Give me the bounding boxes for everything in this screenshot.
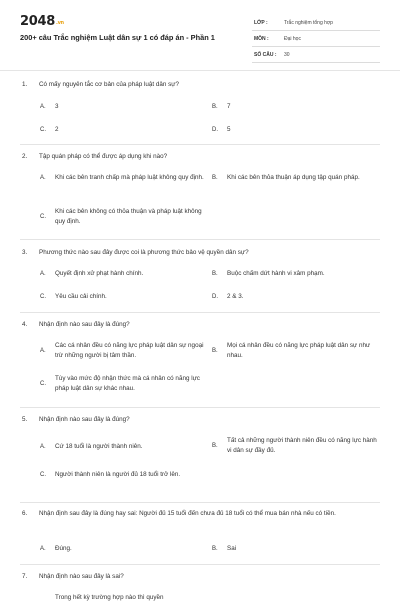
question-divider [20, 312, 380, 313]
option-b[interactable]: B. Tất cả những người thành niên đều có năng lực hành vi dân sự đầy đủ. [212, 437, 377, 454]
option-c[interactable]: C. Khi các bên không có thỏa thuận và pháp luật không quy định. [40, 208, 202, 225]
info-label: MÔN : [254, 35, 269, 42]
option-c[interactable]: C. Người thành niên là người đủ 18 tuổi trở lên. [40, 471, 181, 478]
logo-tld: .vn [55, 20, 64, 26]
option-d[interactable]: D. 5 [212, 126, 231, 133]
question-text: 2. Tập quán pháp có thể được áp dụng khi nào? [22, 153, 168, 160]
question-text: 5. Nhận định nào sau đây là đúng? [22, 416, 130, 423]
document-title: 200+ câu Trắc nghiệm Luật dân sự 1 có đáp án - Phần 1 [20, 33, 215, 42]
option-c[interactable]: C. 2 [40, 126, 59, 133]
option-a[interactable]: A. Quyết định xử phạt hành chính. [40, 270, 144, 277]
info-row-class [252, 15, 380, 31]
option-a[interactable]: A. Đúng. [40, 545, 72, 552]
option-a[interactable]: Trong hết kỳ trường hợp nào thì quyền [55, 594, 164, 601]
info-value: Đại học [284, 35, 301, 42]
info-row-subject [252, 31, 380, 47]
option-b[interactable]: B. Sai [212, 545, 237, 552]
option-a[interactable]: A. 3 [40, 103, 59, 110]
option-b[interactable]: B. Buộc chấm dứt hành vi xâm phạm. [212, 270, 325, 277]
info-row-count [252, 47, 380, 63]
question-divider [20, 144, 380, 145]
question-text: 3. Phương thức nào sau đây được coi là phương thức bảo vệ quyền dân sự? [22, 249, 249, 256]
question-divider [20, 564, 380, 565]
document-header [0, 0, 400, 70]
question-text: 4. Nhận định nào sau đây là đúng? [22, 321, 130, 328]
logo-text: 2048 [20, 14, 55, 29]
option-d[interactable]: D. 2 & 3. [212, 293, 244, 300]
info-value: 30 [284, 51, 290, 58]
info-value: Trắc nghiệm tổng hợp [284, 19, 333, 26]
option-c[interactable]: C. Tùy vào mức độ nhận thức mà cá nhân có năng lực pháp luật dân sự khác nhau. [40, 375, 200, 392]
site-logo[interactable] [20, 14, 64, 29]
question-text: 6. Nhận định sau đây là đúng hay sai: Người đủ 15 tuổi đến chưa đủ 18 tuổi có thể mua bán nhà nếu có tiền. [22, 510, 336, 517]
question-divider [20, 239, 380, 240]
question-divider [20, 407, 380, 408]
option-a[interactable]: A. Cứ 18 tuổi là người thành niên. [40, 443, 143, 450]
option-a[interactable]: A. Khi các bên tranh chấp mà pháp luật không quy định. [40, 174, 204, 181]
option-c[interactable]: C. Yêu cầu cải chính. [40, 293, 107, 300]
option-b[interactable]: B. Khi các bên thỏa thuận áp dụng tập quán pháp. [212, 174, 360, 181]
info-label: LỚP : [254, 19, 268, 26]
question-text: 1. Có mấy nguyên tắc cơ bản của pháp luật dân sự? [22, 81, 179, 88]
option-b[interactable]: B. 7 [212, 103, 231, 110]
header-divider [0, 70, 400, 71]
question-text: 7. Nhận định nào sau đây là sai? [22, 573, 124, 580]
info-label: SỐ CÂU : [254, 51, 277, 58]
option-a[interactable]: A. Các cá nhân đều có năng lực pháp luật dân sự ngoại trừ những người bị tâm thần. [40, 342, 204, 359]
question-divider [20, 502, 380, 503]
info-table [252, 15, 380, 63]
option-b[interactable]: B. Mọi cá nhân đều có năng lực pháp luật dân sự như nhau. [212, 342, 371, 359]
